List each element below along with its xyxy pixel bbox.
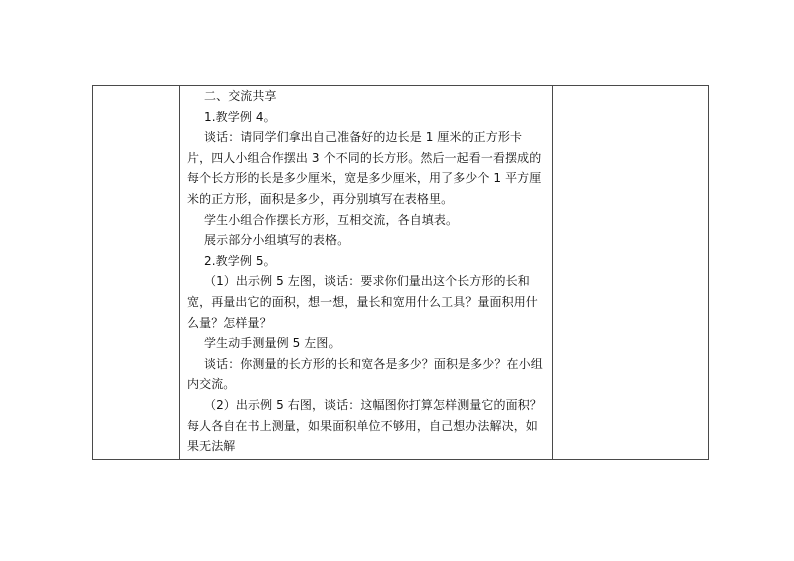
section-heading: 二、交流共享 [204,89,277,103]
paragraph-group-work: 学生小组合作摆长方形，互相交流，各自填表。 [204,212,459,227]
paragraph-talk-2: 谈话：你测量的长方形的长和宽各是多少？面积是多少？在小组内交流。 [187,356,543,392]
lesson-table [92,85,709,460]
paragraph-right-figure: （2）出示例 5 右图，谈话：这幅图你打算怎样测量它的面积？每人各自在书上测量，如果面积单位不够用，自己想办法解决，如果无法解 [187,397,542,454]
paragraph-show-tables: 展示部分小组填写的表格。 [204,233,350,248]
table-right-cell [553,86,708,459]
paragraph-measure: 学生动手测量例 5 左图。 [204,336,341,351]
paragraph-talk-1: 谈话：请同学们拿出自己准备好的边长是 1 厘米的正方形卡片，四人小组合作摆出 3 个不同的长方形。然后一起看一看摆成的每个长方形的长是多少厘米，宽是多少厘米，用了多少个 1 平方厘米的正方形，面积是多少，再分别填写在表格里。 [187,130,542,206]
table-left-cell [93,86,180,459]
paragraph-left-figure: （1）出示例 5 左图，谈话：要求你们量出这个长方形的长和宽，再量出它的面积，想一想，量长和宽用什么工具？量面积用什么量？怎样量？ [187,274,538,330]
example-4-heading: 1.教学例 4。 [204,109,276,124]
table-content-cell [180,86,553,459]
example-5-heading: 2.教学例 5。 [204,253,276,268]
